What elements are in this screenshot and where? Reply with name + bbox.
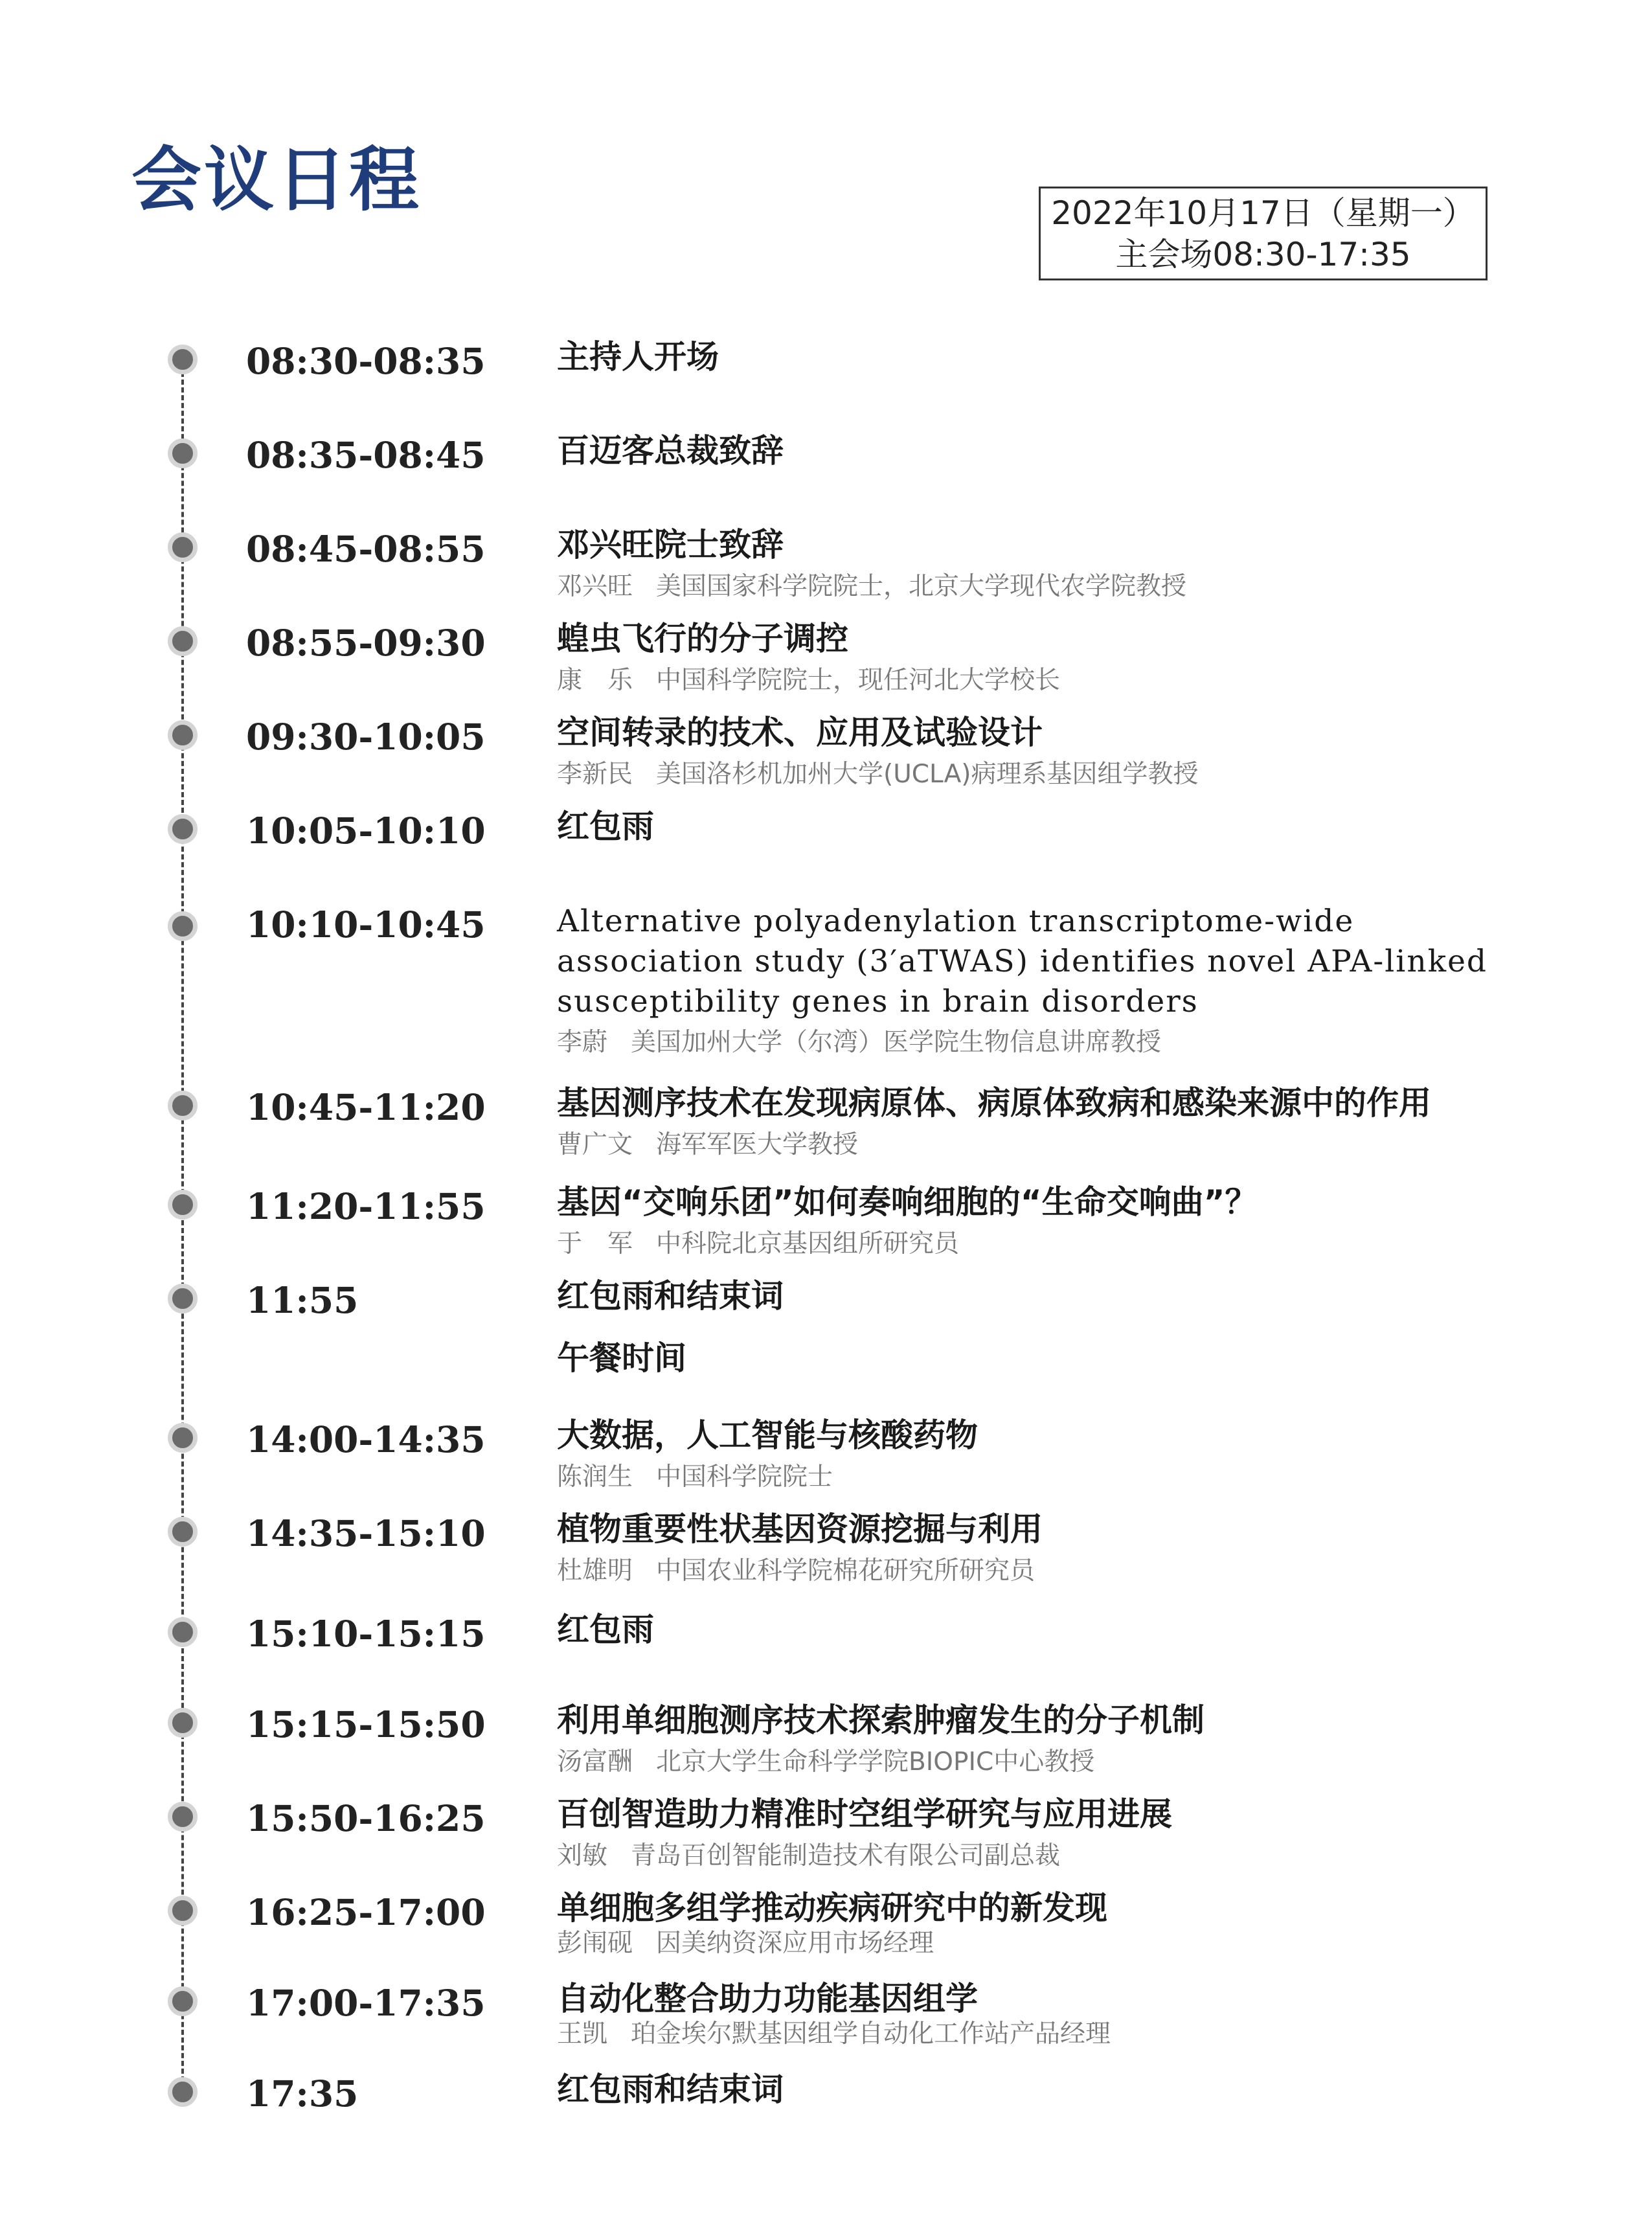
time-slot: 08:30-08:35 — [246, 340, 486, 382]
speaker-affiliation: 中国科学院院士，现任河北大学校长 — [656, 666, 1061, 695]
speaker-line — [557, 1931, 934, 1956]
timeline-dot — [168, 345, 198, 374]
topic-title: 主持人开场 — [557, 338, 719, 376]
topic-title: 基因测序技术在发现病原体、病原体致病和感染来源中的作用 — [557, 1084, 1431, 1122]
topic-title: 自动化整合助力功能基因组学 — [557, 1980, 978, 2017]
time-slot: 08:35-08:45 — [246, 434, 486, 476]
time-slot: 08:45-08:55 — [246, 528, 486, 570]
timeline-dot — [168, 2077, 198, 2107]
timeline-dot — [168, 1617, 198, 1647]
topic-title: 红包雨和结束词 — [557, 2071, 784, 2108]
speaker-name: 汤富酬 — [557, 1747, 633, 1777]
topic-title: 利用单细胞测序技术探索肿瘤发生的分子机制 — [557, 1701, 1205, 1739]
topic-title: 基因“交响乐团”如何奏响细胞的“生命交响曲”？ — [557, 1183, 1258, 1221]
timeline-dot — [168, 438, 198, 468]
time-slot: 08:55-09:30 — [246, 622, 486, 664]
timeline-dot — [168, 911, 198, 941]
time-slot: 10:10-10:45 — [246, 903, 486, 946]
speaker-name: 李新民 — [557, 760, 633, 789]
venue-text: 主会场08:30-17:35 — [1115, 235, 1411, 273]
speaker-affiliation: 美国洛杉机加州大学(UCLA)病理系基因组学教授 — [656, 760, 1199, 789]
time-slot: 17:35 — [246, 2073, 359, 2115]
timeline-dot — [168, 1802, 198, 1832]
timeline-dot — [168, 720, 198, 750]
topic-title: 红包雨和结束词 — [557, 1277, 784, 1315]
speaker-line — [557, 762, 1199, 787]
speaker-affiliation: 中科院北京基因组所研究员 — [656, 1229, 960, 1258]
time-slot: 15:50-16:25 — [246, 1797, 486, 1839]
speaker-line — [557, 1749, 1094, 1775]
speaker-affiliation: 珀金埃尔默基因组学自动化工作站产品经理 — [631, 2019, 1111, 2049]
speaker-affiliation: 中国农业科学院棉花研究所研究员 — [656, 1556, 1035, 1585]
speaker-line — [557, 574, 1186, 599]
time-slot: 10:45-11:20 — [246, 1086, 486, 1128]
time-slot: 10:05-10:10 — [246, 810, 486, 852]
page-title: 会议日程 — [131, 140, 422, 221]
speaker-name: 邓兴旺 — [557, 572, 633, 601]
topic-title: 红包雨 — [557, 1611, 654, 1648]
speaker-name: 康 乐 — [557, 666, 633, 695]
speaker-affiliation: 美国国家科学院院士，北京大学现代农学院教授 — [656, 572, 1187, 601]
timeline-line — [181, 356, 184, 2105]
date-text: 2022年10月17日（星期一） — [1051, 194, 1475, 232]
timeline-dot — [168, 1091, 198, 1120]
timeline-dot — [168, 1517, 198, 1547]
topic-title: 红包雨 — [557, 808, 654, 845]
speaker-affiliation: 北京大学生命科学学院BIOPIC中心教授 — [656, 1747, 1095, 1777]
time-slot: 14:00-14:35 — [246, 1418, 486, 1460]
topic-title: 植物重要性状基因资源挖掘与利用 — [557, 1510, 1043, 1548]
date-box — [1039, 187, 1488, 280]
topic-title: 空间转录的技术、应用及试验设计 — [557, 714, 1043, 751]
speaker-line — [557, 2021, 1111, 2047]
topic-title: 大数据，人工智能与核酸药物 — [557, 1416, 978, 1454]
time-slot: 11:20-11:55 — [246, 1185, 486, 1227]
topic-title: 百迈客总裁致辞 — [557, 432, 784, 470]
speaker-name: 陈润生 — [557, 1462, 633, 1492]
speaker-line — [557, 1231, 959, 1256]
time-slot: 17:00-17:35 — [246, 1982, 486, 2024]
speaker-line — [557, 1464, 833, 1490]
speaker-line — [557, 668, 1060, 693]
topic-title: 午餐时间 — [557, 1339, 686, 1377]
time-slot: 16:25-17:00 — [246, 1891, 486, 1933]
time-slot: 09:30-10:05 — [246, 716, 486, 758]
topic-title: 邓兴旺院士致辞 — [557, 526, 784, 563]
timeline-dot — [168, 626, 198, 656]
speaker-name: 杜雄明 — [557, 1556, 633, 1585]
topic-title: Alternative polyadenylation transcriptome-wide association study (3′aTWAS) identifies novel APA-linked susceptibility genes in brain disorders — [557, 903, 1488, 1019]
time-slot: 15:15-15:50 — [246, 1703, 486, 1745]
speaker-name: 刘敏 — [557, 1841, 608, 1870]
timeline-dot — [168, 532, 198, 562]
timeline-dot — [168, 1284, 198, 1313]
timeline-dot — [168, 1896, 198, 1925]
speaker-name: 曹广文 — [557, 1130, 633, 1159]
timeline-dot — [168, 1708, 198, 1738]
speaker-line — [557, 1843, 1060, 1868]
timeline-dot — [168, 1190, 198, 1220]
speaker-affiliation: 中国科学院院士 — [656, 1462, 833, 1492]
time-slot: 14:35-15:10 — [246, 1512, 486, 1554]
speaker-name: 王凯 — [557, 2019, 608, 2049]
speaker-name: 于 军 — [557, 1229, 633, 1258]
speaker-line — [557, 1132, 858, 1157]
speaker-name: 彭闱砚 — [557, 1929, 633, 1958]
time-slot: 15:10-15:15 — [246, 1613, 486, 1655]
timeline-dot — [168, 1423, 198, 1453]
topic-title: 单细胞多组学推动疾病研究中的新发现 — [557, 1889, 1107, 1927]
speaker-affiliation: 海军军医大学教授 — [656, 1130, 859, 1159]
speaker-affiliation: 因美纳资深应用市场经理 — [656, 1929, 934, 1958]
speaker-line — [557, 1030, 1161, 1055]
speaker-line — [557, 1558, 1035, 1584]
speaker-name: 李蔚 — [557, 1028, 608, 1057]
timeline-dot — [168, 814, 198, 844]
topic-title: 蝗虫飞行的分子调控 — [557, 620, 848, 657]
speaker-affiliation: 青岛百创智能制造技术有限公司副总裁 — [631, 1841, 1061, 1870]
speaker-affiliation: 美国加州大学（尔湾）医学院生物信息讲席教授 — [631, 1028, 1162, 1057]
timeline-dot — [168, 1986, 198, 2016]
topic-title: 百创智造助力精准时空组学研究与应用进展 — [557, 1795, 1172, 1833]
time-slot: 11:55 — [246, 1279, 359, 1321]
